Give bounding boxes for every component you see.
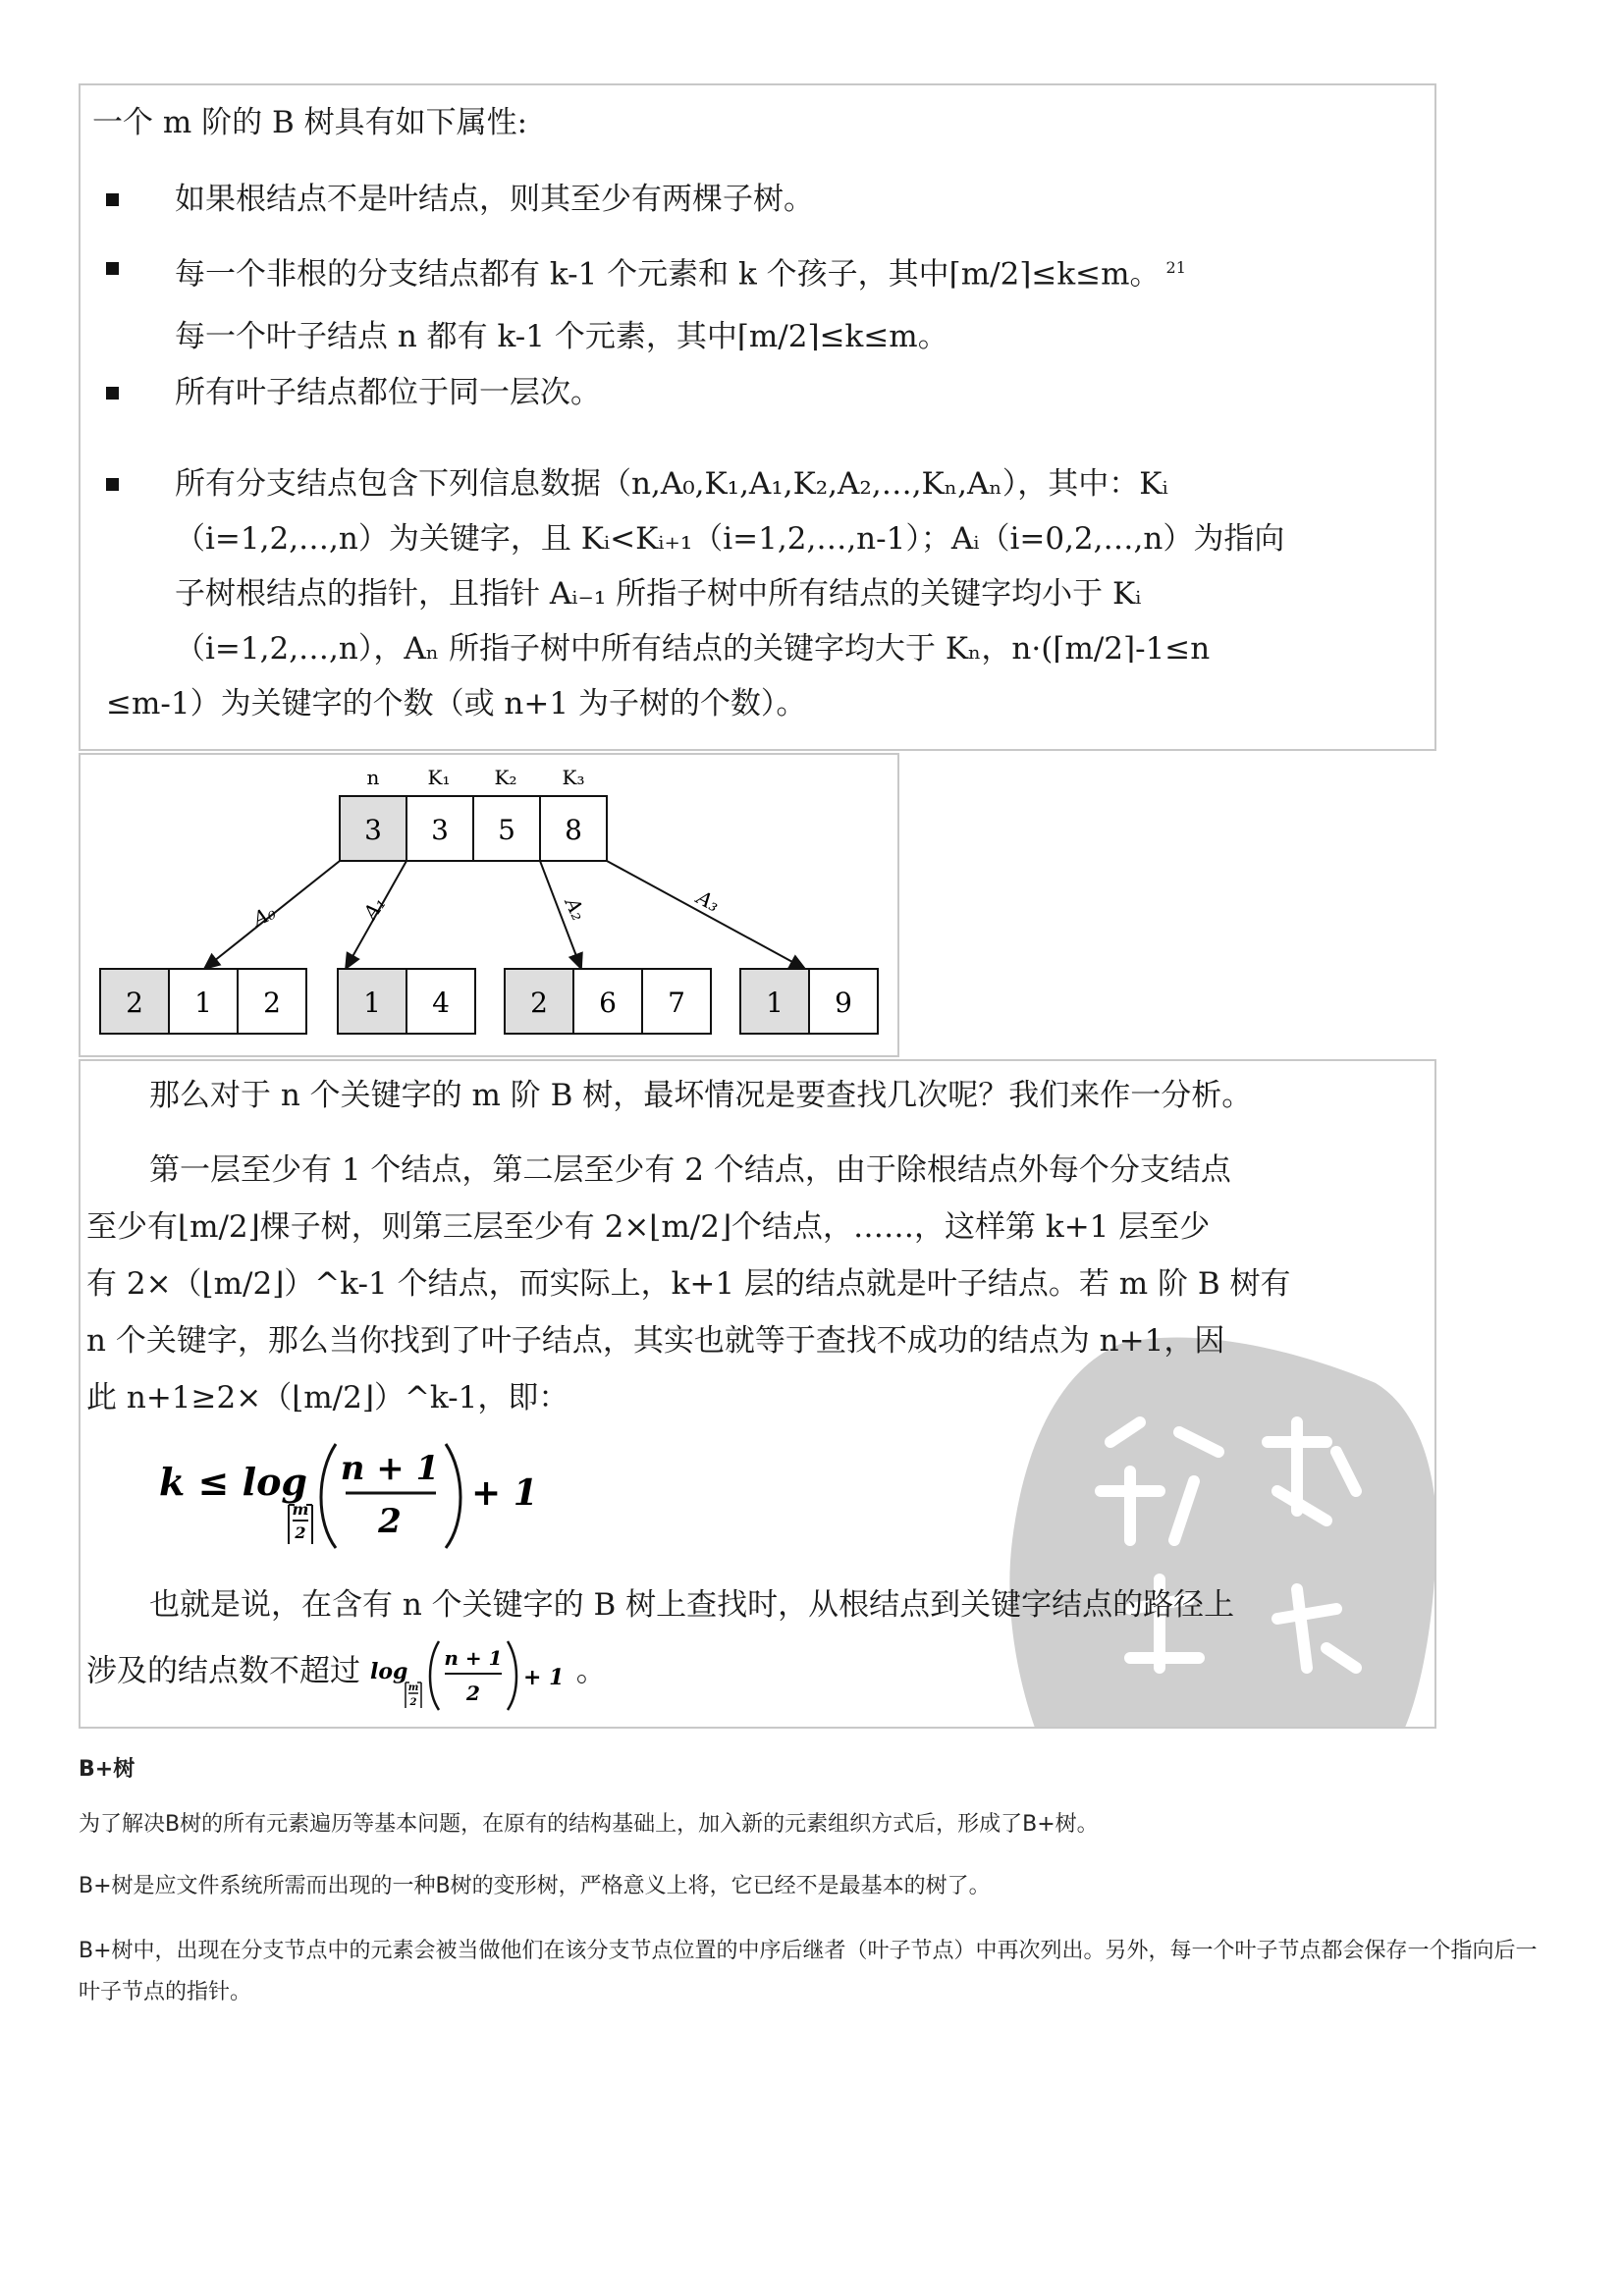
property-text: ≤m-1）为关键字的个数（或 n+1 为子树的个数）。 xyxy=(106,686,807,721)
property-text: 每一个叶子结点 n 都有 k-1 个元素，其中⌈m/2⌉≤k≤m。 xyxy=(175,319,948,355)
root-key: 5 xyxy=(498,814,515,846)
header-label-k1: K₁ xyxy=(427,766,451,789)
inline-formula-tail: + 1 xyxy=(522,1665,565,1690)
bplus-paragraph: B+树中，出现在分支节点中的元素会被当做他们在该分支节点位置的中序后继者（叶子节点）中再次列出。另外，每一个叶子节点都会保存一个指向后一叶子节点的指针。 xyxy=(79,1939,1538,2004)
property-text: 每一个非根的分支结点都有 k-1 个元素和 k 个孩子，其中⌈m/2⌉≤k≤m。 xyxy=(175,256,1161,293)
child-key: 6 xyxy=(599,987,617,1019)
property-text: 所有分支结点包含下列信息数据（n,A₀,K₁,A₁,K₂,A₂,…,Kₙ,Aₙ），其中：Kᵢ xyxy=(175,466,1168,502)
btree-diagram xyxy=(81,755,897,1055)
analysis-line: 第一层至少有 1 个结点，第二层至少有 2 个结点，由于除根结点外每个分支结点 xyxy=(149,1152,1231,1188)
child-key: 2 xyxy=(126,987,143,1019)
bplus-heading: B+树 xyxy=(79,1757,135,1782)
svg-text:log: log xyxy=(369,1659,408,1684)
child-node xyxy=(740,969,878,1034)
footnote-marker: 21 xyxy=(1165,258,1186,277)
analysis-box xyxy=(79,1059,1436,1729)
property-text: （i=1,2,…,n），Aₙ 所指子树中所有结点的关键字均大于 Kₙ，n·(⌈m/2⌉-1≤n xyxy=(175,631,1211,667)
edge-a3 xyxy=(607,861,805,969)
child-key: 9 xyxy=(835,987,852,1019)
inline-formula xyxy=(370,1633,567,1712)
inline-formula-arg-num: n + 1 xyxy=(444,1646,503,1670)
square-bullet-icon xyxy=(106,387,119,400)
formula-tail: + 1 xyxy=(471,1472,538,1514)
child-key: 1 xyxy=(363,987,381,1019)
root-node xyxy=(340,796,607,861)
analysis-paragraph xyxy=(86,1142,1291,1426)
property-text: （i=1,2,…,n）为关键字，且 Kᵢ<Kᵢ₊₁（i=1,2,…,n-1）；Aᵢ（i=0,2,…,n）为指向 xyxy=(175,521,1285,557)
btree-diagram-box xyxy=(79,753,899,1057)
properties-intro: 一个 m 阶的 B 树具有如下属性: xyxy=(92,105,528,140)
square-bullet-icon xyxy=(106,262,119,275)
formula-arg-num: n + 1 xyxy=(340,1449,440,1488)
edge-label-a2: A₂ xyxy=(560,893,591,925)
conclusion-suffix: 。 xyxy=(575,1653,607,1689)
child-node xyxy=(505,969,711,1034)
inline-formula-arg-den: 2 xyxy=(465,1682,480,1705)
formula-arg-den: 2 xyxy=(378,1502,402,1541)
edge-label-a1: A₁ xyxy=(357,891,391,925)
edge-label-a3: A₃ xyxy=(692,884,724,917)
analysis-line: 此 n+1≥2×（⌊m/2⌋）^k-1，即： xyxy=(86,1380,569,1415)
child-key: 2 xyxy=(263,987,281,1019)
square-bullet-icon xyxy=(106,478,119,491)
header-label-k3: K₃ xyxy=(562,766,585,789)
formula-lhs: k ≤ log xyxy=(159,1460,307,1504)
root-key: 3 xyxy=(431,814,449,846)
child-key: 2 xyxy=(530,987,548,1019)
analysis-line: 至少有⌊m/2⌋棵子树，则第三层至少有 2×⌊m/2⌋个结点，……，这样第 k+1 层至少 xyxy=(86,1209,1211,1245)
property-text: 如果根结点不是叶结点，则其至少有两棵子树。 xyxy=(175,182,814,217)
btree-properties-box xyxy=(79,83,1436,751)
child-node xyxy=(338,969,475,1034)
bplus-paragraph: 为了解决B树的所有元素遍历等基本问题，在原有的结构基础上，加入新的元素组织方式后，形成了B+树。 xyxy=(79,1812,1099,1837)
child-key: 4 xyxy=(432,987,450,1019)
formula-base-num: m xyxy=(292,1500,309,1519)
height-formula xyxy=(159,1434,571,1552)
conclusion-line: 也就是说，在含有 n 个关键字的 B 树上查找时，从根结点到关键字结点的路径上 xyxy=(149,1587,1235,1623)
analysis-conclusion xyxy=(86,1576,1234,1712)
header-label-k2: K₂ xyxy=(494,766,517,789)
analysis-question: 那么对于 n 个关键字的 m 阶 B 树，最坏情况是要查找几次呢？我们来作一分析。 xyxy=(149,1078,1253,1113)
inline-formula-base-den: 2 xyxy=(409,1697,417,1708)
property-text: 所有叶子结点都位于同一层次。 xyxy=(175,375,601,410)
child-key: 1 xyxy=(766,987,784,1019)
child-node xyxy=(100,969,306,1034)
square-bullet-icon xyxy=(106,193,119,206)
formula-base-den: 2 xyxy=(295,1523,306,1542)
root-key: 3 xyxy=(364,814,382,846)
analysis-line: n 个关键字，那么当你找到了叶子结点，其实也就等于查找不成功的结点为 n+1，因 xyxy=(86,1323,1225,1359)
root-key: 8 xyxy=(565,814,582,846)
child-key: 7 xyxy=(668,987,685,1019)
analysis-line: 有 2×（⌊m/2⌋）^k-1 个结点，而实际上，k+1 层的结点就是叶子结点。若 m 阶 B 树有 xyxy=(86,1266,1291,1302)
child-key: 1 xyxy=(194,987,212,1019)
header-label-n: n xyxy=(366,766,380,789)
conclusion-prefix: 涉及的结点数不超过 xyxy=(86,1653,360,1689)
property-text: 子树根结点的指针，且指针 Aᵢ₋₁ 所指子树中所有结点的关键字均小于 Kᵢ xyxy=(175,576,1142,612)
edge-label-a0: A₀ xyxy=(248,900,280,932)
bplus-paragraph: B+树是应文件系统所需而出现的一种B树的变形树，严格意义上将，它已经不是最基本的树了。 xyxy=(79,1874,991,1898)
inline-formula-base-num: m xyxy=(407,1682,419,1693)
